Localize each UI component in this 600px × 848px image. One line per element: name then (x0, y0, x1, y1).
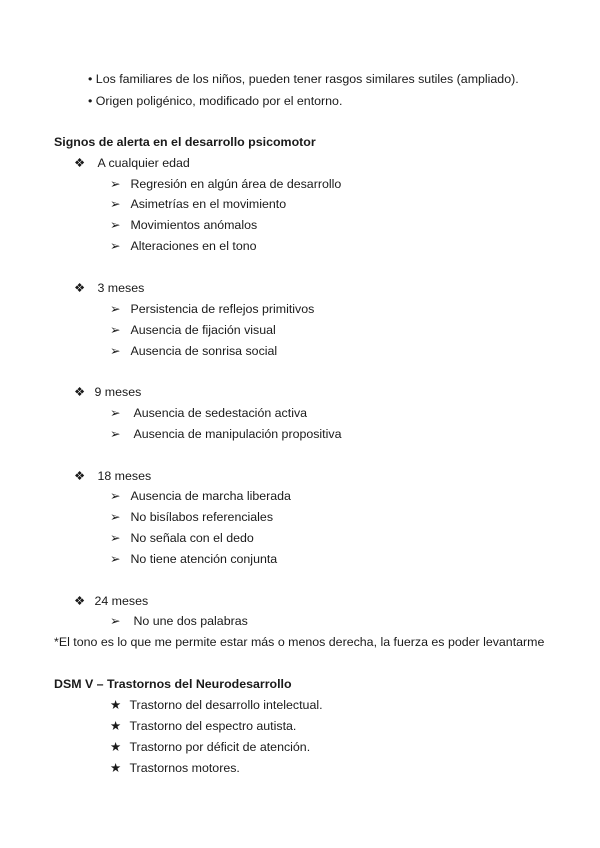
diamond-bullet-icon: ❖ (74, 156, 86, 170)
dsm-item (110, 760, 240, 776)
star-bullet-icon: ★ (110, 761, 122, 775)
alert-sign-text: Alteraciones en el tono (130, 239, 257, 253)
alert-sign-item (110, 530, 254, 546)
alert-sign-text: No une dos palabras (133, 614, 248, 628)
alert-sign-text: Ausencia de sonrisa social (130, 344, 278, 358)
age-group-text: 9 meses (94, 385, 142, 399)
arrow-bullet-icon: ➢ (110, 197, 121, 211)
alert-sign-item (110, 217, 257, 233)
alert-sign-item (110, 426, 341, 442)
arrow-bullet-icon: ➢ (110, 614, 121, 628)
arrow-bullet-icon: ➢ (110, 427, 121, 441)
intro-bullet-item (88, 93, 342, 109)
intro-bullet-text: Origen poligénico, modificado por el entorno. (95, 94, 343, 108)
dsm-item (110, 739, 310, 755)
dsm-item-text: Trastorno del desarrollo intelectual. (129, 698, 323, 712)
dsm-item-text: Trastornos motores. (129, 761, 240, 775)
age-group-text: A cualquier edad (97, 156, 190, 170)
alert-sign-text: Persistencia de reflejos primitivos (130, 302, 315, 316)
alert-sign-item (110, 551, 277, 567)
age-group-label (74, 280, 144, 296)
arrow-bullet-icon: ➢ (110, 239, 121, 253)
bullet-icon: • (88, 94, 93, 108)
alert-sign-item (110, 509, 273, 525)
dsm-item-text: Trastorno por déficit de atención. (129, 740, 311, 754)
alert-sign-text: Ausencia de manipulación propositiva (133, 427, 342, 441)
arrow-bullet-icon: ➢ (110, 510, 121, 524)
arrow-bullet-icon: ➢ (110, 177, 121, 191)
footnote: *El tono es lo que me permite estar más o menos derecha, la fuerza es poder levantarme (54, 635, 545, 649)
alert-sign-text: No señala con el dedo (130, 531, 254, 545)
alert-sign-text: Ausencia de fijación visual (130, 323, 276, 337)
alert-sign-text: Asimetrías en el movimiento (130, 197, 287, 211)
alert-sign-item (110, 196, 286, 212)
age-group-label (74, 155, 190, 171)
age-group-text: 18 meses (97, 469, 152, 483)
alert-sign-item (110, 238, 257, 254)
alert-sign-item (110, 613, 248, 629)
age-group-label (74, 593, 148, 609)
arrow-bullet-icon: ➢ (110, 489, 121, 503)
alert-sign-text: No bisílabos referenciales (130, 510, 274, 524)
alert-sign-item (110, 176, 341, 192)
star-bullet-icon: ★ (110, 740, 122, 754)
bullet-icon: • (88, 72, 93, 86)
diamond-bullet-icon: ❖ (74, 469, 86, 483)
age-group-text: 3 meses (97, 281, 145, 295)
arrow-bullet-icon: ➢ (110, 406, 121, 420)
alert-sign-text: No tiene atención conjunta (130, 552, 278, 566)
diamond-bullet-icon: ❖ (74, 385, 86, 399)
alert-sign-text: Ausencia de marcha liberada (130, 489, 291, 503)
dsm-section-heading: DSM V – Trastornos del Neurodesarrollo (54, 677, 292, 691)
age-group-label (74, 384, 141, 400)
arrow-bullet-icon: ➢ (110, 323, 121, 337)
arrow-bullet-icon: ➢ (110, 344, 121, 358)
dsm-item (110, 697, 323, 713)
alert-sign-text: Regresión en algún área de desarrollo (130, 177, 342, 191)
dsm-item (110, 718, 296, 734)
arrow-bullet-icon: ➢ (110, 302, 121, 316)
arrow-bullet-icon: ➢ (110, 218, 121, 232)
alert-section-heading: Signos de alerta en el desarrollo psicomotor (54, 135, 316, 149)
alert-sign-item (110, 301, 314, 317)
arrow-bullet-icon: ➢ (110, 531, 121, 545)
alert-sign-item (110, 322, 276, 338)
diamond-bullet-icon: ❖ (74, 281, 86, 295)
star-bullet-icon: ★ (110, 719, 122, 733)
alert-sign-item (110, 343, 277, 359)
arrow-bullet-icon: ➢ (110, 552, 121, 566)
alert-sign-text: Ausencia de sedestación activa (133, 406, 308, 420)
alert-sign-text: Movimientos anómalos (130, 218, 258, 232)
star-bullet-icon: ★ (110, 698, 122, 712)
alert-sign-item (110, 488, 291, 504)
diamond-bullet-icon: ❖ (74, 594, 86, 608)
intro-bullet-text: Los familiares de los niños, pueden tener rasgos similares sutiles (ampliado). (95, 72, 519, 86)
age-group-label (74, 468, 151, 484)
alert-sign-item (110, 405, 307, 421)
age-group-text: 24 meses (94, 594, 149, 608)
dsm-item-text: Trastorno del espectro autista. (129, 719, 297, 733)
intro-bullet-item (88, 71, 519, 87)
